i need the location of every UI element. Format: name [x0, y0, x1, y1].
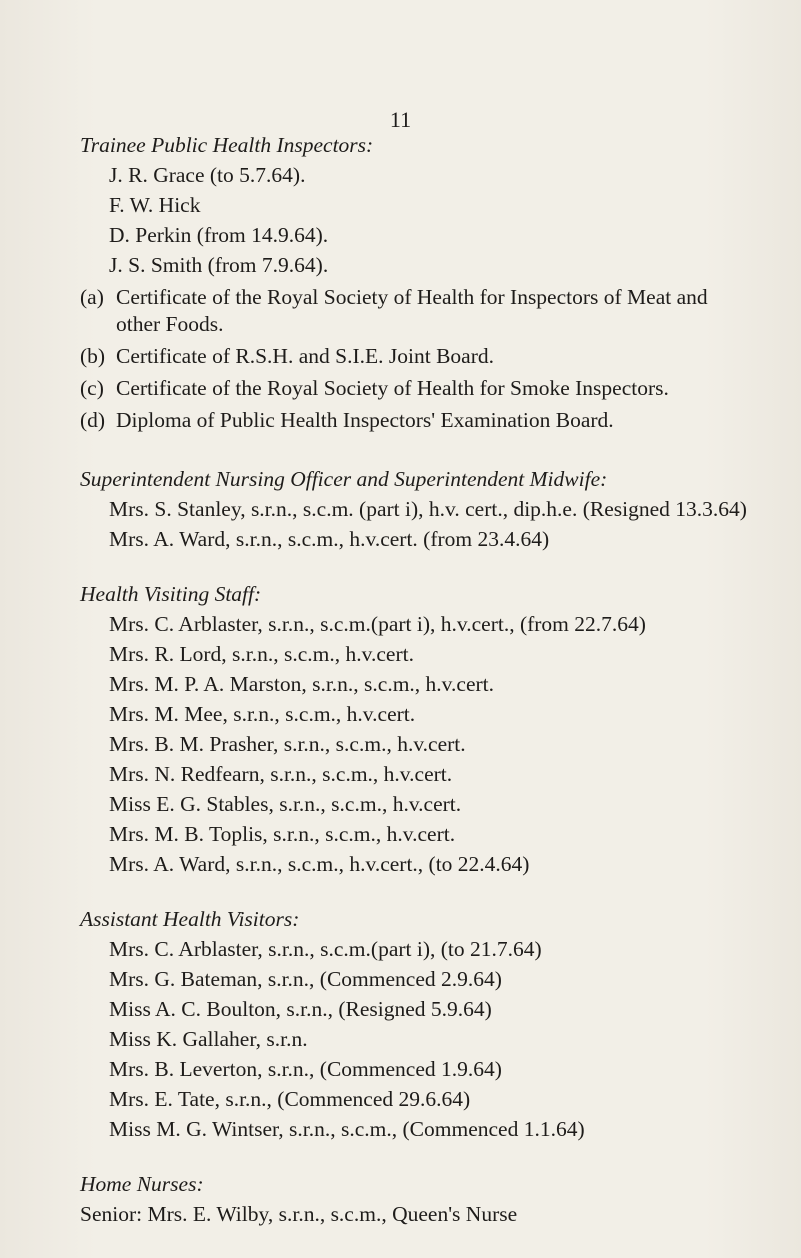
list-item: Mrs. M. P. A. Marston, s.r.n., s.c.m., h.v.cert. — [109, 672, 495, 696]
list-item: Senior: Mrs. E. Wilby, s.r.n., s.c.m., Queen's Nurse — [80, 1202, 518, 1226]
section-heading: Health Visiting Staff: — [80, 582, 262, 606]
list-item: Miss E. G. Stables, s.r.n., s.c.m., h.v.cert. — [109, 792, 462, 816]
list-item: Miss A. C. Boulton, s.r.n., (Resigned 5.9.64) — [109, 997, 492, 1021]
note-marker: (b) — [80, 344, 106, 368]
note-text: Certificate of the Royal Society of Health for Smoke Inspectors. — [116, 376, 669, 400]
list-item: Miss K. Gallaher, s.r.n. — [109, 1027, 308, 1051]
note-text: Certificate of R.S.H. and S.I.E. Joint Board. — [116, 344, 494, 368]
note-text: Certificate of the Royal Society of Health for Inspectors of Meat and other Foods. — [116, 285, 708, 336]
list-item: Mrs. M. B. Toplis, s.r.n., s.c.m., h.v.cert. — [109, 822, 456, 846]
section-heading: Home Nurses: — [80, 1172, 204, 1196]
qualification-notes — [80, 284, 780, 434]
list-item: Mrs. E. Tate, s.r.n., (Commenced 29.6.64) — [109, 1087, 471, 1111]
list-item: D. Perkin (from 14.9.64). — [109, 223, 329, 247]
page-number: 11 — [389, 107, 412, 132]
section-heading: Trainee Public Health Inspectors: — [80, 133, 374, 157]
spacer — [80, 554, 780, 579]
document-body — [80, 130, 780, 1229]
spacer — [80, 1144, 780, 1169]
list-item: Mrs. N. Redfearn, s.r.n., s.c.m., h.v.cert. — [109, 762, 453, 786]
list-item: Mrs. B. M. Prasher, s.r.n., s.c.m., h.v.cert. — [109, 732, 466, 756]
section-heading: Assistant Health Visitors: — [80, 907, 300, 931]
list-item: Mrs. R. Lord, s.r.n., s.c.m., h.v.cert. — [109, 642, 414, 666]
note-marker: (c) — [80, 376, 104, 400]
list-item: Mrs. G. Bateman, s.r.n., (Commenced 2.9.64) — [109, 967, 502, 991]
list-item: Mrs. A. Ward, s.r.n., s.c.m., h.v.cert. (from 23.4.64) — [109, 527, 550, 551]
list-item: J. S. Smith (from 7.9.64). — [109, 253, 329, 277]
section-home-nurses — [80, 1169, 780, 1229]
note-item — [80, 343, 756, 370]
spacer — [80, 879, 780, 904]
list-item: Mrs. A. Ward, s.r.n., s.c.m., h.v.cert., (to 22.4.64) — [109, 852, 530, 876]
list-item: Miss M. G. Wintser, s.r.n., s.c.m., (Commenced 1.1.64) — [109, 1117, 585, 1141]
note-text: Diploma of Public Health Inspectors' Examination Board. — [116, 408, 614, 432]
spacer — [80, 439, 780, 464]
section-health-visiting-staff — [80, 579, 780, 879]
section-superintendent — [80, 464, 780, 554]
note-marker: (d) — [80, 408, 106, 432]
section-heading: Superintendent Nursing Officer and Superintendent Midwife: — [80, 467, 608, 491]
note-marker: (a) — [80, 285, 104, 309]
list-item: F. W. Hick — [109, 193, 201, 217]
note-item — [80, 407, 756, 434]
note-item — [80, 284, 756, 338]
list-item: Mrs. C. Arblaster, s.r.n., s.c.m.(part i), h.v.cert., (from 22.7.64) — [109, 612, 646, 636]
list-item: Mrs. S. Stanley, s.r.n., s.c.m. (part i), h.v. cert., dip.h.e. (Resigned 13.3.64) — [109, 497, 747, 521]
list-item: J. R. Grace (to 5.7.64). — [109, 163, 306, 187]
list-item: Mrs. M. Mee, s.r.n., s.c.m., h.v.cert. — [109, 702, 416, 726]
list-item: Mrs. C. Arblaster, s.r.n., s.c.m.(part i), (to 21.7.64) — [109, 937, 542, 961]
section-assistant-health-visitors — [80, 904, 780, 1144]
list-item: Mrs. B. Leverton, s.r.n., (Commenced 1.9.64) — [109, 1057, 502, 1081]
section-trainee-inspectors — [80, 130, 780, 434]
note-item — [80, 375, 756, 402]
